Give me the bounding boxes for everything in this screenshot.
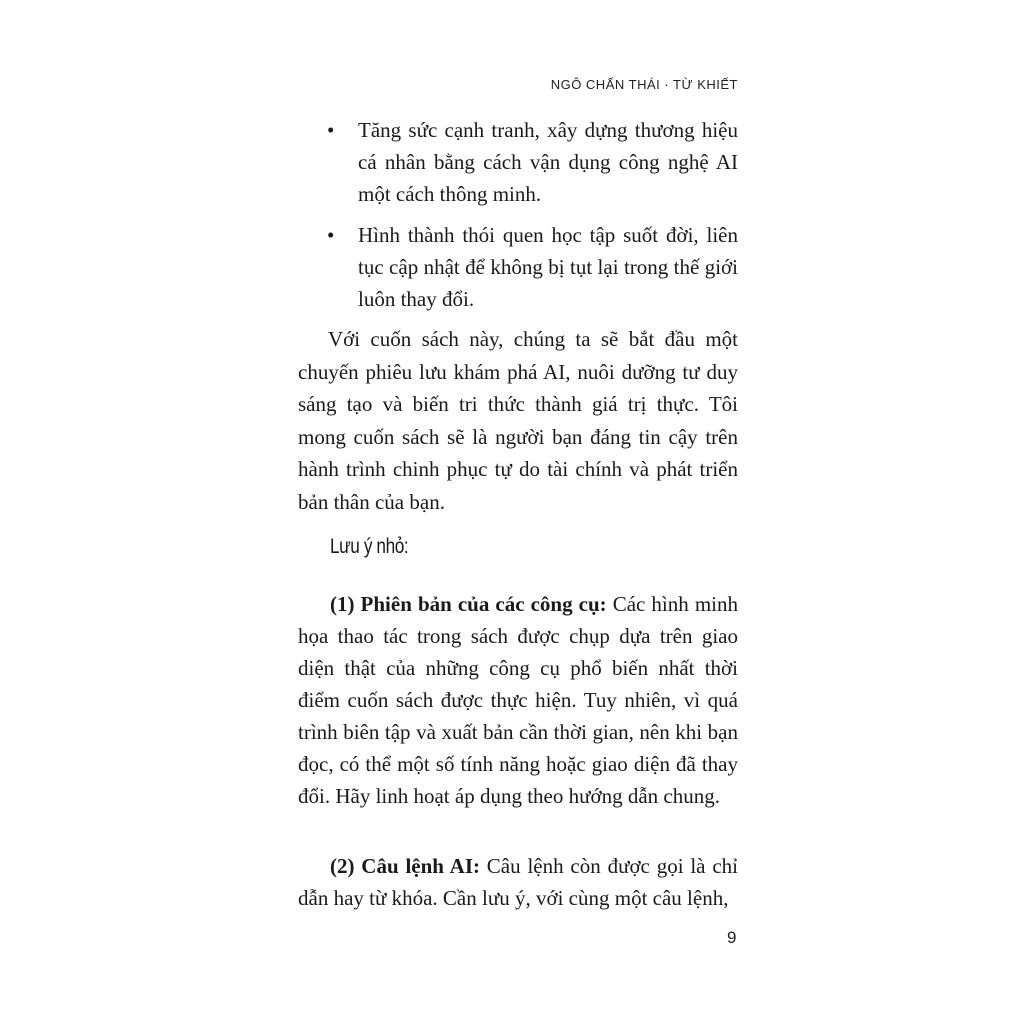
note-item bbox=[298, 850, 738, 914]
note-item bbox=[298, 588, 738, 812]
notes-heading: Lưu ý nhỏ: bbox=[330, 535, 409, 558]
bullet-item: Hình thành thói quen học tập suốt đời, liên tục cập nhật để không bị tụt lại trong thế giới luôn thay đổi. bbox=[358, 223, 738, 311]
body-paragraph: Với cuốn sách này, chúng ta sẽ bắt đầu một chuyến phiêu lưu khám phá AI, nuôi dưỡng tư duy sáng tạo và biến tri thức thành giá trị thực. Tôi mong cuốn sách sẽ là người bạn đáng tin cậy trên hành trình chinh phục tự do tài chính và phát triển bản thân của bạn. bbox=[298, 327, 738, 514]
bullet-marker: • bbox=[327, 118, 335, 142]
note-body: Các hình minh họa thao tác trong sách được chụp dựa trên giao diện thật của những công cụ phổ biến nhất thời điểm cuốn sách được thực hiện. Tuy nhiên, vì quá trình biên tập và xuất bản cần thời gian, nên khi bạn đọc, có thể một số tính năng hoặc giao diện đã thay đổi. Hãy linh hoạt áp dụng theo hướng dẫn chung. bbox=[298, 592, 738, 808]
running-head: NGÔ CHẤN THÁI · TỪ KHIẾT bbox=[550, 77, 738, 92]
note-body: Câu lệnh còn được gọi là chỉ dẫn hay từ khóa. Cần lưu ý, với cùng một câu lệnh, bbox=[298, 854, 738, 910]
page-number: 9 bbox=[727, 928, 737, 947]
note-title: (1) Phiên bản của các công cụ: bbox=[330, 592, 607, 616]
bullet-marker: • bbox=[327, 223, 335, 247]
bullet-item: Tăng sức cạnh tranh, xây dựng thương hiệu cá nhân bằng cách vận dụng công nghệ AI một cách thông minh. bbox=[358, 118, 738, 206]
note-title: (2) Câu lệnh AI: bbox=[330, 854, 480, 878]
